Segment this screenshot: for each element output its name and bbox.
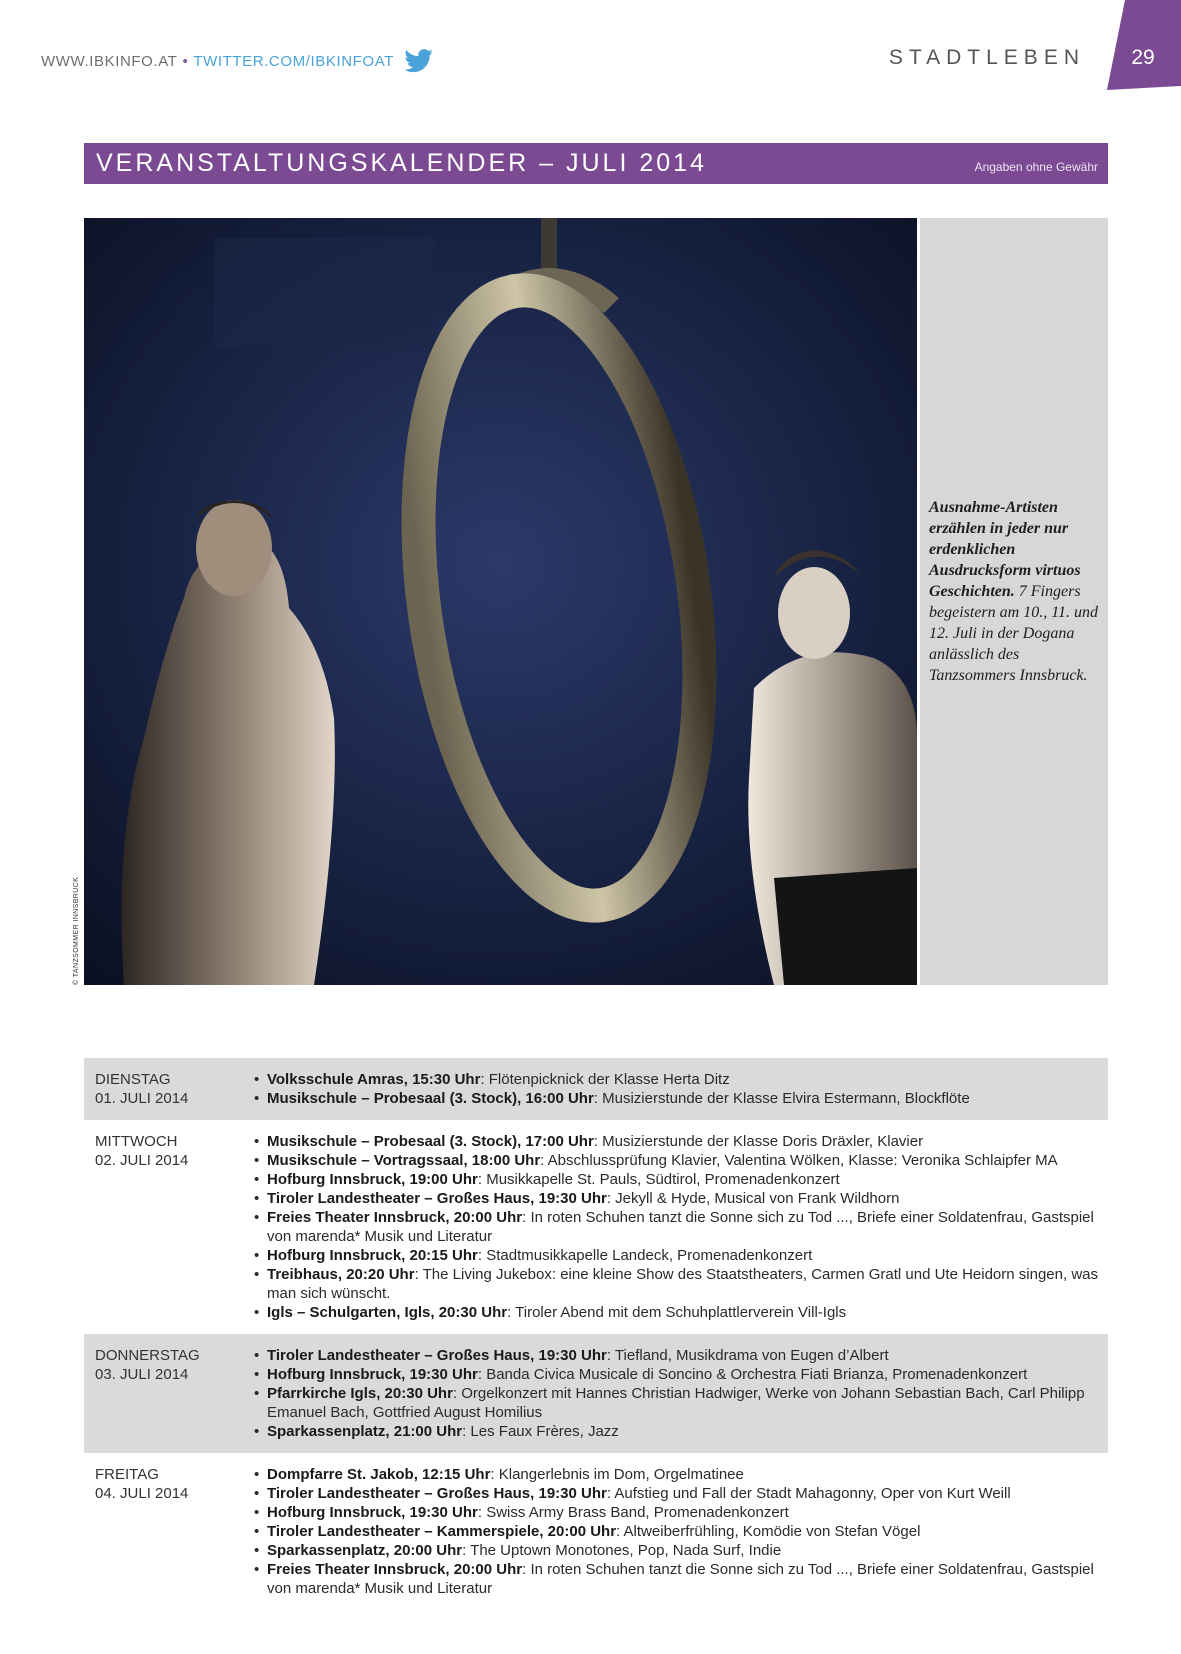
twitter-link[interactable]: TWITTER.COM/IBKINFOAT	[193, 52, 394, 70]
event-list	[253, 1465, 1103, 1598]
date: 01. JULI 2014	[95, 1090, 189, 1107]
event-item: • Treibhaus, 20:20 Uhr: The Living Jukebox: eine kleine Show des Staatstheaters, Carmen Gratl und Ute Heidorn singen, was man sich wünscht.	[253, 1265, 1103, 1303]
day-date	[84, 1346, 253, 1441]
day-date	[84, 1465, 253, 1598]
weekday: DONNERSTAG	[95, 1347, 200, 1364]
day-block-03	[84, 1334, 1108, 1453]
section-label: STADTLEBEN	[888, 46, 1085, 69]
event-list	[253, 1132, 1103, 1322]
event-list	[253, 1346, 1103, 1441]
event-item: • Tiroler Landestheater – Großes Haus, 19:30 Uhr: Jekyll & Hyde, Musical von Frank Wildhorn	[253, 1189, 1103, 1208]
event-item: • Musikschule – Probesaal (3. Stock), 17:00 Uhr: Musizierstunde der Klasse Doris Dräxler, Klavier	[253, 1132, 1103, 1151]
day-block-04	[84, 1453, 1108, 1610]
event-item: • Pfarrkirche Igls, 20:30 Uhr: Orgelkonzert mit Hannes Christian Hadwiger, Werke von Johann Sebastian Bach, Carl Philipp Emanuel Bach, Gottfried August Homilius	[253, 1384, 1103, 1422]
event-item: • Sparkassenplatz, 20:00 Uhr: The Uptown Monotones, Pop, Nada Surf, Indie	[253, 1541, 1103, 1560]
day-date	[84, 1132, 253, 1322]
photo-credit: © TANZSOMMER INNSBRUCK	[73, 876, 80, 985]
caption-lead: Ausnahme-Artisten erzählen in jeder nur erdenklichen Ausdrucksform virtuos Geschichten.	[929, 499, 1081, 600]
date: 02. JULI 2014	[95, 1152, 189, 1169]
weekday: DIENSTAG	[95, 1071, 171, 1088]
event-item: • Hofburg Innsbruck, 20:15 Uhr: Stadtmusikkapelle Landeck, Promenadenkonzert	[253, 1246, 1103, 1265]
weekday: FREITAG	[95, 1466, 159, 1483]
event-item: • Musikschule – Vortragssaal, 18:00 Uhr: Abschlussprüfung Klavier, Valentina Wölken, Klasse: Veronika Schlaipfer MA	[253, 1151, 1103, 1170]
event-item: • Hofburg Innsbruck, 19:30 Uhr: Swiss Army Brass Band, Promenadenkonzert	[253, 1503, 1103, 1522]
header-links	[41, 49, 434, 73]
event-item: • Musikschule – Probesaal (3. Stock), 16:00 Uhr: Musizierstunde der Klasse Elvira Estermann, Blockflöte	[253, 1089, 1103, 1108]
calendar-title: VERANSTALTUNGSKALENDER – JULI 2014	[96, 149, 707, 177]
event-item: • Volksschule Amras, 15:30 Uhr: Flötenpicknick der Klasse Herta Ditz	[253, 1070, 1103, 1089]
event-item: • Sparkassenplatz, 21:00 Uhr: Les Faux Frères, Jazz	[253, 1422, 1103, 1441]
day-date	[84, 1070, 253, 1108]
event-item: • Tiroler Landestheater – Großes Haus, 19:30 Uhr: Tiefland, Musikdrama von Eugen d’Albert	[253, 1346, 1103, 1365]
event-item: • Igls – Schulgarten, Igls, 20:30 Uhr: Tiroler Abend mit dem Schuhplattlerverein Vill-Igls	[253, 1303, 1103, 1322]
link-separator: •	[182, 52, 189, 70]
event-item: • Tiroler Landestheater – Großes Haus, 19:30 Uhr: Aufstieg und Fall der Stadt Mahagonny, Oper von Kurt Weill	[253, 1484, 1103, 1503]
event-item: • Freies Theater Innsbruck, 20:00 Uhr: In roten Schuhen tanzt die Sonne sich zu Tod ..., Briefe einer Soldatenfrau, Gastspiel von marenda* Musik und Literatur	[253, 1560, 1103, 1598]
day-block-02	[84, 1120, 1108, 1334]
twitter-bird-icon	[404, 49, 434, 73]
title-bar	[84, 143, 1108, 184]
date: 04. JULI 2014	[95, 1485, 189, 1502]
website-link[interactable]: WWW.IBKINFO.AT	[41, 52, 178, 70]
event-item: • Hofburg Innsbruck, 19:00 Uhr: Musikkapelle St. Pauls, Südtirol, Promenadenkonzert	[253, 1170, 1103, 1189]
caption-text: 7 Fingers begeistern am 10., 11. und 12. Juli in der Dogana anlässlich des Tanzsommers Innsbruck.	[929, 583, 1099, 684]
disclaimer-note: Angaben ohne Gewähr	[974, 159, 1098, 174]
event-item: • Tiroler Landestheater – Kammerspiele, 20:00 Uhr: Altweiberfrühling, Komödie von Stefan Vögel	[253, 1522, 1103, 1541]
event-photo	[84, 218, 917, 985]
event-item: • Hofburg Innsbruck, 19:30 Uhr: Banda Civica Musicale di Soncino & Orchestra Fiati Brianza, Promenadenkonzert	[253, 1365, 1103, 1384]
weekday: MITTWOCH	[95, 1133, 178, 1150]
page-number: 29	[1131, 46, 1155, 69]
photo-caption	[929, 497, 1105, 686]
day-block-01	[84, 1058, 1108, 1120]
date: 03. JULI 2014	[95, 1366, 189, 1383]
event-list	[253, 1070, 1103, 1108]
event-calendar	[84, 1058, 1108, 1610]
event-item: • Dompfarre St. Jakob, 12:15 Uhr: Klangerlebnis im Dom, Orgelmatinee	[253, 1465, 1103, 1484]
event-item: • Freies Theater Innsbruck, 20:00 Uhr: In roten Schuhen tanzt die Sonne sich zu Tod ..., Briefe einer Soldatenfrau, Gastspiel von marenda* Musik und Literatur	[253, 1208, 1103, 1246]
